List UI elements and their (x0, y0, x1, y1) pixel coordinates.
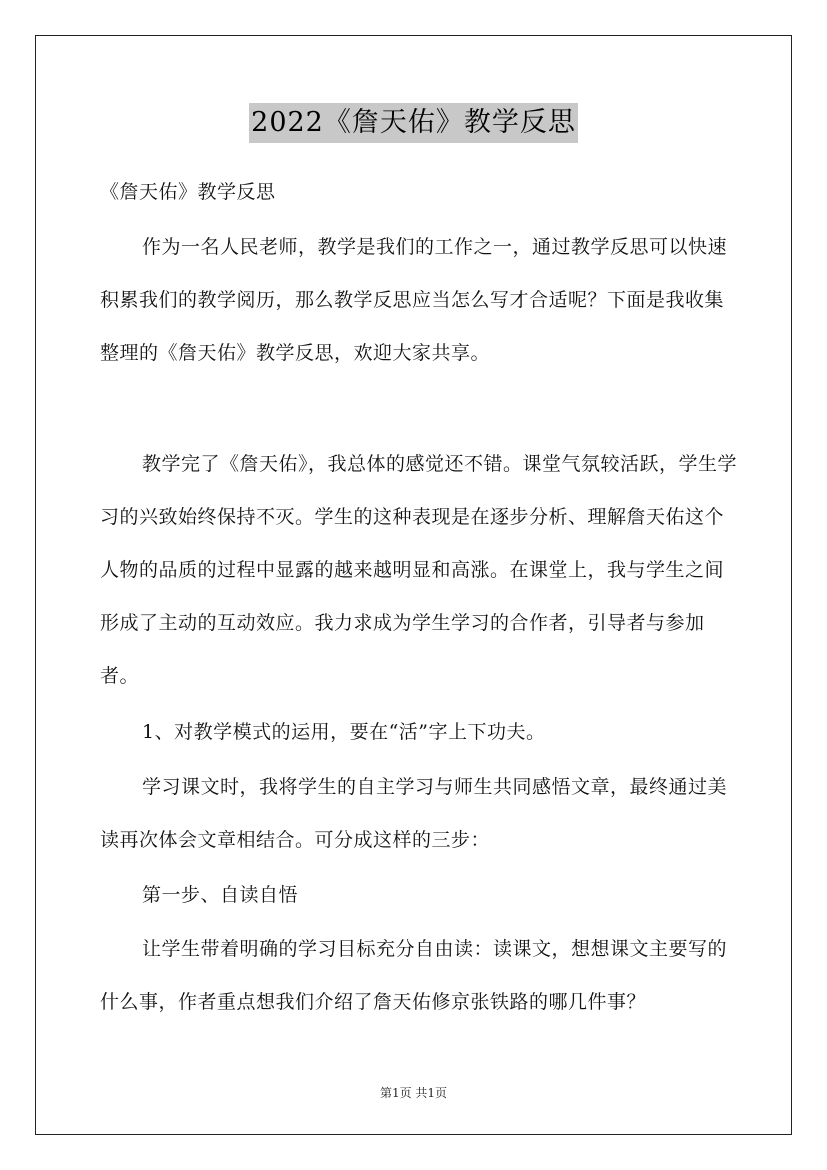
paragraph-method: 学习课文时，我将学生的自主学习与师生共同感悟文章，最终通过美读再次体会文章相结合。可分成这样的三步： (100, 776, 728, 851)
paragraph-step-1: 第一步、自读自悟 (142, 884, 299, 906)
title-container (0, 103, 827, 143)
paragraph-step-1-detail: 让学生带着明确的学习目标充分自由读：读课文，想想课文主要写的什么事，作者重点想我们介绍了詹天佑修京张铁路的哪几件事？ (100, 938, 728, 1013)
paragraph-intro: 作为一名人民老师，教学是我们的工作之一，通过教学反思可以快速积累我们的教学阅历，那么教学反思应当怎么写才合适呢？下面是我收集整理的《詹天佑》教学反思，欢迎大家共享。 (100, 236, 728, 364)
paragraph-overview: 教学完了《詹天佑》，我总体的感觉还不错。课堂气氛较活跃，学生学习的兴致始终保持不灭。学生的这种表现是在逐步分析、理解詹天佑这个人物的品质的过程中显露的越来越明显和高涨。在课堂上，我与学生之间形成了主动的互动效应。我力求成为学生学习的合作者，引导者与参加者。 (100, 453, 738, 687)
document-subtitle: 《詹天佑》教学反思 (100, 181, 276, 203)
document-title: 2022《詹天佑》教学反思 (249, 103, 578, 143)
page-number: 第1页 共1页 (379, 1086, 448, 1100)
paragraph-point-1: 1、对教学模式的运用，要在“活”字上下功夫。 (142, 721, 546, 743)
